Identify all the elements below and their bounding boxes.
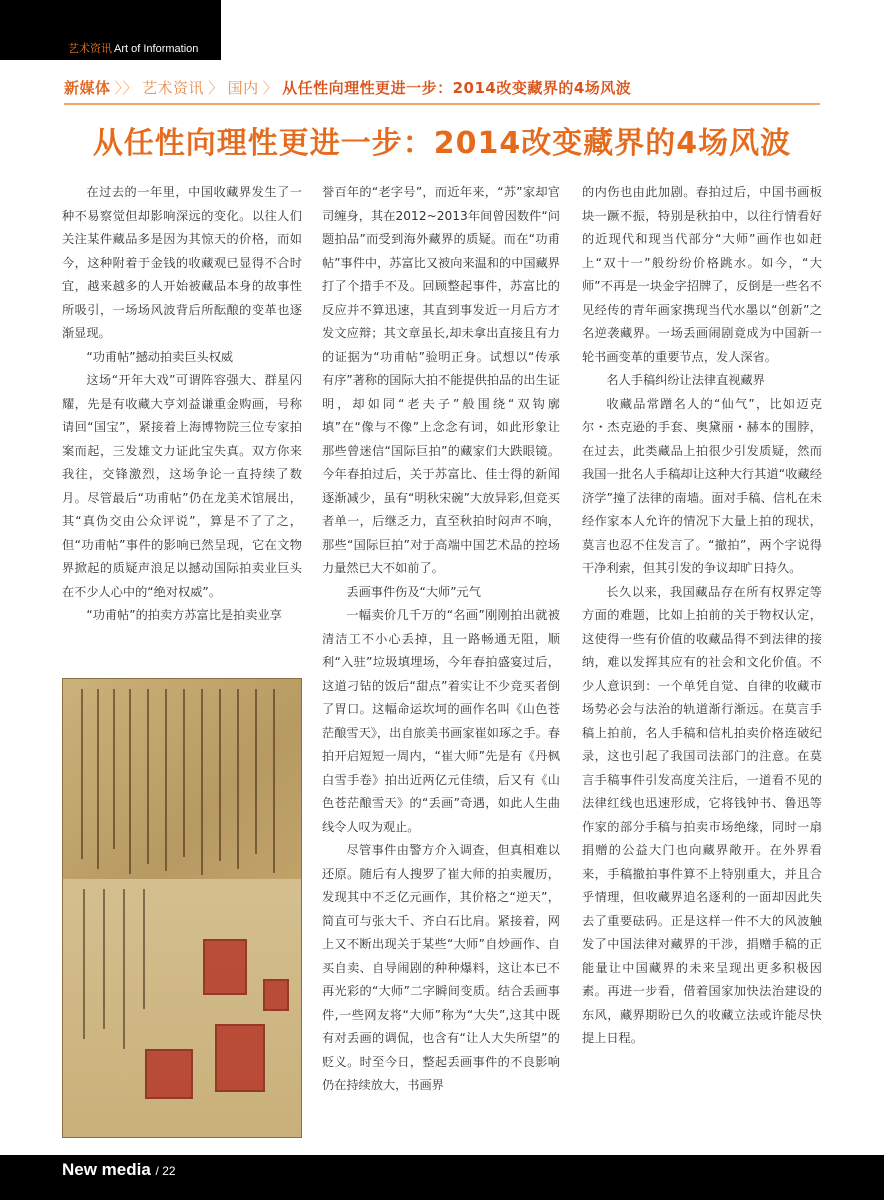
paragraph: 收藏品常蹭名人的“仙气”，比如迈克尔・杰克逊的手套、奥黛丽・赫本的围脖，在过去，此类藏品上拍很少引发质疑，然而我国一批名人手稿却让这种大行其道“收藏经济学”撞了法律的南墙。面对手稿、信札在未经作家本人允许的情况下大量上拍的现状，莫言也忍不住发言了。“撤拍”，两个字说得干净利索，但其引发的争议却旷日持久。 bbox=[582, 396, 822, 575]
article-column-1 bbox=[62, 181, 302, 628]
section-heading: “功甫帖”撼动拍卖巨头权威 bbox=[86, 349, 234, 364]
calligraphy-image bbox=[62, 678, 302, 1138]
breadcrumb-item-art-news: 艺术资讯 bbox=[142, 79, 205, 97]
paragraph: 长久以来，我国藏品存在所有权界定等方面的难题，比如上拍前的关于物权认定，这使得一些有价值的收藏品得不到法律的接纳，难以发挥其应有的社会和文化价值。不少人意识到：一个单凭自觉、自律的收藏市场势必会与法治的轨道渐行渐远。在莫言手稿上拍前，名人手稿和信札拍卖价格连破纪录，这也引起了我国司法部门的注意。在莫言手稿事件引发高度关注后，一道看不见的法律红线也迅速形成，它将钱钟书、鲁迅等作家的部分手稿与拍卖市场绝缘，同时一扇捐赠的公益大门也向藏界敞开。在外界看来，手稿撤拍事件算不上特别重大，并且合乎情理，但收藏界追名逐利的一面却因此失去了重要砝码。正是这样一件不大的风波触发了中国法律对藏界的干涉，捐赠手稿的正能量让中国藏界的未来呈现出更多积极因素。再进一步看，借着国家加快法治建设的东风，藏界期盼已久的收藏立法或许能尽快提上日程。 bbox=[582, 584, 822, 1045]
section-label bbox=[68, 40, 198, 56]
section-heading: 丢画事件伤及“大师”元气 bbox=[346, 584, 481, 599]
breadcrumb-item-new-media: 新媒体 bbox=[64, 79, 111, 97]
article-column-2 bbox=[322, 181, 560, 1098]
section-heading: 名人手稿纠纷让法律直视藏界 bbox=[606, 373, 765, 387]
paragraph: 誉百年的“老字号”，而近年来，“苏”家却官司缠身，其在2012~2013年间曾因数件“问题拍品”而受到海外藏界的质疑。而在“功甫帖”事件中，苏富比又被向来温和的中国藏界打了个措手不及。回顾整起事件，苏富比的反应并不算迅速，其直到事发近一月后方才发文应辩；其文章虽长,却未拿出直接且有力的证据为“功甫帖”验明正身。试想以“传承有序”著称的国际大拍不能提供拍品的出生证明，却如同“老夫子”般围绕“双钩廓填”在“像与不像”上念念有词，如此形象让那些曾迷信“国际巨拍”的藏家们大跌眼镜。今年春拍过后，关于苏富比、佳士得的新闻逐渐减少，虽有“明秋宋碗”大放异彩,但竞买者单一，后继乏力，直至秋拍时闷声不响，那些“国际巨拍”对于高端中国艺术品的控场力量然已大不如前了。 bbox=[322, 185, 560, 575]
article-column-3 bbox=[582, 181, 822, 1051]
paragraph: 的内伤也由此加剧。春拍过后，中国书画板块一蹶不振，特别是秋拍中，以往行情看好的近现代和现当代部分“大师”画作也如赶上“双十一”般纷纷价格跳水。如今，“大师”不再是一块金字招牌了，反倒是一些名不见经传的青年画家携现当代水墨以“创新”之名逆袭藏界。一场丢画闹剧竟成为中国新一轮书画变革的重要节点，发人深省。 bbox=[582, 185, 822, 364]
breadcrumb-separator: 〉〉 bbox=[114, 79, 139, 97]
breadcrumb-divider bbox=[64, 103, 820, 105]
page-number: / 22 bbox=[155, 1164, 176, 1178]
paragraph: 一幅卖价几千万的“名画”刚刚拍出就被清洁工不小心丢掉，且一路畅通无阻，顺利“入驻”垃圾填埋场，今年春拍盛宴过后，这道刁钻的饭后“甜点”着实让不少竞买者倒了胃口。这幅命运坎坷的画作名叫《山色苍茫酿雪天》，出自旅美书画家崔如琢之手。春拍开启短短一周内，“崔大师”先是有《丹枫白雪手卷》拍出近两亿元佳绩，后又有《山色苍茫酿雪天》的“丢画”奇遇，如此人生曲线令人叹为观止。 bbox=[322, 608, 560, 834]
breadcrumb-item-current: 从任性向理性更进一步：2014改变藏界的4场风波 bbox=[282, 79, 632, 97]
article-title: 从任性向理性更进一步：2014改变藏界的4场风波 bbox=[92, 126, 792, 161]
paragraph: 在过去的一年里，中国收藏界发生了一种不易察觉但却影响深远的变化。以往人们关注某件藏品多是因为其惊天的价格，而如今，这种附着于金钱的收藏观已显得不合时宜，越来越多的人开始被藏品本身的故事性所吸引，一场场风波背后所酝酿的变革也逐渐显现。 bbox=[62, 185, 302, 340]
section-label-cn: 艺术资讯 bbox=[68, 43, 112, 55]
paragraph: 这场“开年大戏”可谓阵容强大、群星闪耀，先是有收藏大亨刘益谦重金购画，号称请回“国宝”，紧接着上海博物院三位专家拍案而起，三发雄文力证此宝失真。双方你来我往，交锋激烈，这场争论一直持续了数月。尽管最后“功甫帖”仍在龙美术馆展出，其“真伪交由公众评说”，算是不了了之，但“功甫帖”事件的影响已然呈现，它在文物界掀起的质疑声浪足以撼动国际拍卖业巨头在不少人心中的“绝对权威”。 bbox=[62, 373, 302, 599]
paragraph: “功甫帖”的拍卖方苏富比是拍卖业享 bbox=[86, 608, 282, 622]
breadcrumb-item-domestic: 国内 bbox=[227, 79, 259, 97]
breadcrumb-separator: 〉 bbox=[262, 79, 279, 97]
breadcrumb-separator: 〉 bbox=[208, 79, 224, 97]
brand-name: New media bbox=[62, 1160, 151, 1179]
paragraph: 尽管事件由警方介入调查，但真相难以还原。随后有人搜罗了崔大师的拍卖履历，发现其中不乏亿元画作，其价格之“逆天”，简直可与张大千、齐白石比肩。紧接着，网上又不断出现关于某些“大师”自炒画作、自买自卖、自导闹剧的种种爆料，这让本已不再光彩的“大师”二字瞬间变质。结合丢画事件,一些网友将“大师”称为“大失”,这其中既有对丢画的调侃，也含有“让人大失所望”的贬义。时至今日，整起丢画事件的不良影响仍在持续放大，书画界 bbox=[322, 843, 560, 1092]
footer-brand bbox=[62, 1160, 176, 1180]
breadcrumb bbox=[64, 77, 631, 98]
section-label-en: Art of Information bbox=[114, 43, 199, 55]
